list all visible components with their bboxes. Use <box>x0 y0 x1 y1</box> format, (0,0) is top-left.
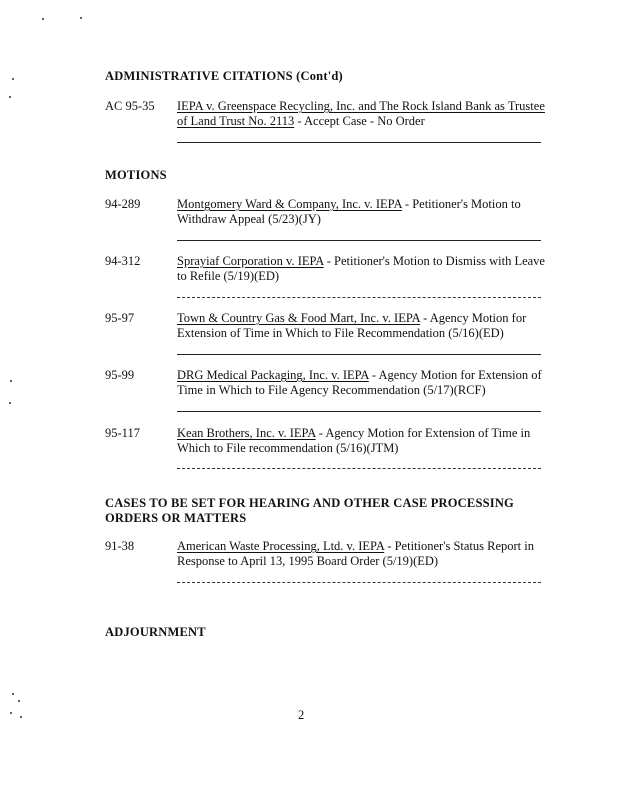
case-number: 94-289 <box>105 197 141 211</box>
case-entry <box>177 197 545 227</box>
case-action: - Accept Case - No Order <box>294 114 425 128</box>
section-heading-hearing: CASES TO BE SET FOR HEARING AND OTHER CASE PROCESSING <box>105 496 514 510</box>
signature-line <box>177 411 541 412</box>
scan-speck <box>9 402 11 404</box>
case-action: - Agency Motion for Extension of Time in Which to File Recommendation (5/16)(ED) <box>177 311 527 340</box>
case-action: - Petitioner's Motion to Dismiss with Leave to Refile (5/19)(ED) <box>177 254 545 283</box>
section-heading-adjournment: ADJOURNMENT <box>105 625 206 639</box>
case-number: 95-117 <box>105 426 140 440</box>
case-action: - Petitioner's Motion to Withdraw Appeal (5/23)(JY) <box>177 197 521 226</box>
scan-speck <box>20 716 22 718</box>
case-action: - Petitioner's Status Report in Response to April 13, 1995 Board Order (5/19)(ED) <box>177 539 534 568</box>
scan-speck <box>12 693 14 695</box>
signature-line <box>177 297 541 298</box>
page-number: 2 <box>298 708 305 722</box>
case-number: 91-38 <box>105 539 135 553</box>
scan-speck <box>9 96 11 98</box>
section-heading-admin-citations: ADMINISTRATIVE CITATIONS (Cont'd) <box>105 69 343 83</box>
case-number: AC 95-35 <box>105 99 155 113</box>
case-name: Town & Country Gas & Food Mart, Inc. v. IEPA <box>177 311 420 325</box>
scan-speck <box>80 17 82 19</box>
case-name: American Waste Processing, Ltd. v. IEPA <box>177 539 385 553</box>
scan-speck <box>10 712 12 714</box>
case-action: - Agency Motion for Extension of Time in Which to File recommendation (5/16)(JTM) <box>177 426 531 455</box>
scan-speck <box>12 78 14 80</box>
case-entry <box>177 311 545 341</box>
scan-speck <box>42 18 44 20</box>
section-heading-motions: MOTIONS <box>105 168 167 182</box>
case-action: - Agency Motion for Extension of Time in Which to File Agency Recommendation (5/17)(RCF) <box>177 368 542 397</box>
signature-line <box>177 142 541 143</box>
case-entry <box>177 426 545 456</box>
case-entry <box>177 254 545 284</box>
case-number: 94-312 <box>105 254 141 268</box>
case-name: DRG Medical Packaging, Inc. v. IEPA <box>177 368 369 382</box>
case-name: Sprayiaf Corporation v. IEPA <box>177 254 324 268</box>
case-name: IEPA v. Greenspace Recycling, Inc. and The Rock Island Bank as Trustee of Land Trust No. 2113 <box>177 99 545 128</box>
signature-line <box>177 240 541 241</box>
case-number: 95-99 <box>105 368 135 382</box>
signature-line <box>177 582 541 583</box>
signature-line <box>177 354 541 355</box>
case-name: Montgomery Ward & Company, Inc. v. IEPA <box>177 197 402 211</box>
case-entry <box>177 99 545 129</box>
section-heading-hearing-cont: ORDERS OR MATTERS <box>105 511 247 525</box>
scan-speck <box>10 380 12 382</box>
case-name: Kean Brothers, Inc. v. IEPA <box>177 426 316 440</box>
signature-line <box>177 468 541 469</box>
scan-speck <box>18 700 20 702</box>
case-entry <box>177 539 545 569</box>
case-entry <box>177 368 545 398</box>
case-number: 95-97 <box>105 311 135 325</box>
